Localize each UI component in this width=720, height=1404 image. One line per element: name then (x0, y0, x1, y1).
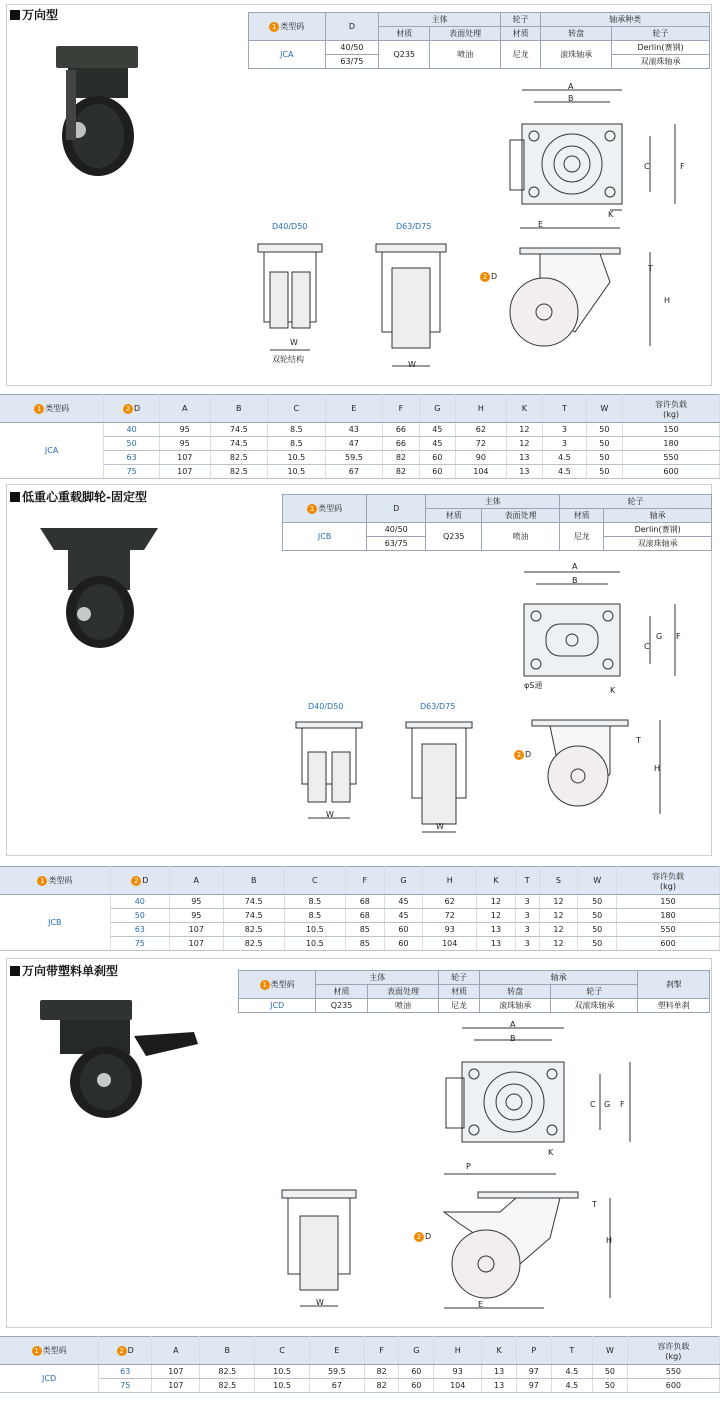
table-cell: 60 (384, 923, 423, 937)
table-cell: 60 (419, 465, 455, 479)
table-cell: 12 (506, 423, 542, 437)
table-cell: 82.5 (200, 1379, 255, 1393)
table-cell: 550 (627, 1365, 719, 1379)
type-code-cell: JCA (0, 423, 104, 479)
dim-col-header: 2 D (99, 1337, 152, 1365)
table-cell: 10.5 (284, 923, 345, 937)
side-view-drawing-2 (520, 714, 690, 824)
table-cell: 60 (384, 937, 423, 951)
dim-col-header: T (543, 395, 587, 423)
table-row (0, 437, 720, 451)
table-cell: 68 (345, 909, 384, 923)
table-cell: 40 (104, 423, 160, 437)
table-cell: 12 (506, 437, 542, 451)
table-cell: 550 (623, 451, 720, 465)
table-cell: 93 (434, 1365, 482, 1379)
table-cell: 63 (110, 923, 169, 937)
dim-col-header: A (152, 1337, 200, 1365)
table-cell: 82.5 (223, 937, 284, 951)
table-cell: 50 (586, 451, 622, 465)
table-cell: 12 (539, 923, 578, 937)
table-cell: 150 (623, 423, 720, 437)
front-view-single-2 (400, 718, 480, 838)
table-cell: 75 (110, 937, 169, 951)
table-cell: 107 (152, 1365, 200, 1379)
table-cell: 50 (593, 1365, 628, 1379)
table-cell: 10.5 (268, 465, 326, 479)
table-cell: 107 (159, 465, 210, 479)
table-cell: 82.5 (200, 1365, 255, 1379)
dim-col-header: 1 类型码 (0, 1337, 99, 1365)
table-cell: 93 (423, 923, 477, 937)
dim-col-header: H (456, 395, 507, 423)
dim-col-header: S (539, 867, 578, 895)
table-cell: 8.5 (268, 437, 326, 451)
side-view-drawing-1 (480, 222, 680, 362)
dim-col-header: K (506, 395, 542, 423)
table-cell: 75 (104, 465, 160, 479)
table-cell: 3 (515, 923, 539, 937)
table-cell: 4.5 (551, 1379, 592, 1393)
table-cell: 66 (383, 423, 419, 437)
table-cell: 95 (169, 895, 223, 909)
table-cell: 82 (364, 1379, 399, 1393)
dim-col-header: 2 D (110, 867, 169, 895)
dim-col-header: G (384, 867, 423, 895)
table-cell: 50 (586, 423, 622, 437)
table-cell: 47 (325, 437, 383, 451)
table-cell: 13 (506, 465, 542, 479)
table-cell: 150 (617, 895, 720, 909)
caster-photo-brake (34, 996, 204, 1126)
table-cell: 3 (515, 895, 539, 909)
dim-col-header: E (309, 1337, 364, 1365)
dim-col-header: H (434, 1337, 482, 1365)
dim-col-header: 容许负载 (kg) (617, 867, 720, 895)
table-row (0, 895, 720, 909)
top-view-drawing-1 (500, 80, 700, 220)
table-cell: 3 (515, 937, 539, 951)
dim-col-header: W (586, 395, 622, 423)
table-cell: 107 (169, 923, 223, 937)
dim-col-header: F (383, 395, 419, 423)
dim-col-header: K (482, 1337, 517, 1365)
table-cell: 50 (578, 923, 617, 937)
table-cell: 12 (477, 909, 516, 923)
table-cell: 82 (383, 465, 419, 479)
table-cell: 90 (456, 451, 507, 465)
table-cell: 13 (482, 1365, 517, 1379)
spec-table-2: 1 类型码 D 主体 轮子 材质 表面处理 材质 轴承 JCB 40/50 Q235 喷油 尼龙 Derlin(赛钢) 63/75 双滚珠轴承 (282, 494, 712, 551)
table-cell: 107 (169, 937, 223, 951)
table-cell: 104 (434, 1379, 482, 1393)
dim-col-header: W (593, 1337, 628, 1365)
table-cell: 107 (159, 451, 210, 465)
table-cell: 97 (516, 1379, 551, 1393)
table-row (0, 451, 720, 465)
top-view-drawing-3 (440, 1018, 660, 1168)
table-cell: 82.5 (223, 923, 284, 937)
dim-col-header: A (169, 867, 223, 895)
table-cell: 50 (578, 937, 617, 951)
table-cell: 180 (623, 437, 720, 451)
dim-col-header: A (159, 395, 210, 423)
table-cell: 4.5 (551, 1365, 592, 1379)
dim-col-header: 1 类型码 (0, 395, 104, 423)
table-cell: 72 (423, 909, 477, 923)
table-cell: 600 (617, 937, 720, 951)
type-code-cell: JCB (0, 895, 110, 951)
table-cell: 50 (586, 465, 622, 479)
dim-col-header: F (364, 1337, 399, 1365)
table-cell: 3 (543, 437, 587, 451)
caster-photo-fixed (34, 520, 164, 650)
dim-col-header: G (399, 1337, 434, 1365)
section-title-1: 万向型 (10, 6, 58, 23)
table-cell: 45 (384, 909, 423, 923)
table-cell: 97 (516, 1365, 551, 1379)
table-cell: 62 (456, 423, 507, 437)
table-cell: 107 (152, 1379, 200, 1393)
table-row (0, 465, 720, 479)
table-cell: 10.5 (284, 937, 345, 951)
section-title-2: 低重心重载脚轮-固定型 (10, 488, 147, 505)
table-cell: 63 (99, 1365, 152, 1379)
table-cell: 10.5 (255, 1379, 310, 1393)
table-cell: 66 (383, 437, 419, 451)
table-cell: 62 (423, 895, 477, 909)
table-cell: 82.5 (210, 465, 268, 479)
table-cell: 180 (617, 909, 720, 923)
table-cell: 95 (169, 909, 223, 923)
table-cell: 104 (423, 937, 477, 951)
table-cell: 67 (325, 465, 383, 479)
dim-col-header: B (200, 1337, 255, 1365)
table-cell: 82 (383, 451, 419, 465)
table-cell: 12 (539, 895, 578, 909)
table-cell: 3 (515, 909, 539, 923)
table-cell: 104 (456, 465, 507, 479)
table-cell: 82 (364, 1365, 399, 1379)
dim-col-header: C (284, 867, 345, 895)
front-view-drawing-3 (278, 1186, 362, 1312)
dim-col-header: G (419, 395, 455, 423)
table-cell: 50 (593, 1379, 628, 1393)
dim-col-header: C (255, 1337, 310, 1365)
dim-col-header: F (345, 867, 384, 895)
table-cell: 74.5 (223, 909, 284, 923)
table-cell: 12 (477, 895, 516, 909)
dim-col-header: P (516, 1337, 551, 1365)
table-cell: 45 (419, 437, 455, 451)
table-cell: 74.5 (210, 423, 268, 437)
table-cell: 8.5 (268, 423, 326, 437)
table-cell: 13 (477, 923, 516, 937)
dim-col-header: B (223, 867, 284, 895)
spec-table-1: 1 类型码 D 主体 轮子 轴承种类 材质 表面处理 材质 转盘 轮子 JCA 40/50 Q235 喷油 尼龙 滚珠轴承 Derlin(赛钢) 63/75 双滚珠轴承 (248, 12, 710, 69)
table-cell: 50 (104, 437, 160, 451)
table-cell: 95 (159, 423, 210, 437)
dim-col-header: T (515, 867, 539, 895)
table-cell: 10.5 (268, 451, 326, 465)
table-cell: 13 (482, 1379, 517, 1393)
table-cell: 63 (104, 451, 160, 465)
dim-col-header: H (423, 867, 477, 895)
table-cell: 10.5 (255, 1365, 310, 1379)
table-cell: 60 (419, 451, 455, 465)
table-cell: 85 (345, 937, 384, 951)
table-cell: 40 (110, 895, 169, 909)
table-cell: 43 (325, 423, 383, 437)
table-cell: 59.5 (309, 1365, 364, 1379)
table-cell: 13 (477, 937, 516, 951)
table-cell: 68 (345, 895, 384, 909)
dim-col-header: K (477, 867, 516, 895)
spec-table-3: 1 类型码 主体 轮子 轴承 刹掣 材质 表面处理 材质 转盘 轮子 JCD Q235 喷油 尼龙 滚珠轴承 双滚珠轴承 塑料单刹 (238, 970, 710, 1013)
table-cell: 12 (539, 937, 578, 951)
dimension-table-2 (0, 866, 720, 951)
table-cell: 8.5 (284, 895, 345, 909)
section-title-3: 万向带塑料单刹型 (10, 962, 118, 979)
table-cell: 50 (578, 909, 617, 923)
table-cell: 600 (627, 1379, 719, 1393)
caster-photo-swivel (38, 40, 158, 180)
table-cell: 50 (110, 909, 169, 923)
table-cell: 82.5 (210, 451, 268, 465)
table-cell: 60 (399, 1365, 434, 1379)
table-cell: 13 (506, 451, 542, 465)
table-cell: 45 (419, 423, 455, 437)
table-cell: 75 (99, 1379, 152, 1393)
table-cell: 8.5 (284, 909, 345, 923)
dim-col-header: W (578, 867, 617, 895)
table-cell: 50 (586, 437, 622, 451)
dim-col-header: 2 D (104, 395, 160, 423)
dim-col-header: 容许负载 (kg) (627, 1337, 719, 1365)
table-cell: 50 (578, 895, 617, 909)
table-cell: 72 (456, 437, 507, 451)
table-cell: 3 (543, 423, 587, 437)
type-code-cell: JCD (0, 1365, 99, 1393)
table-cell: 4.5 (543, 451, 587, 465)
table-cell: 85 (345, 923, 384, 937)
dim-col-header: C (268, 395, 326, 423)
dim-col-header: 容许负载 (kg) (623, 395, 720, 423)
table-cell: 600 (623, 465, 720, 479)
dimension-table-3 (0, 1336, 720, 1393)
table-cell: 4.5 (543, 465, 587, 479)
table-cell: 59.5 (325, 451, 383, 465)
dim-col-header: 1 类型码 (0, 867, 110, 895)
side-view-drawing-3 (420, 1168, 620, 1318)
table-row (0, 1365, 720, 1379)
table-cell: 74.5 (210, 437, 268, 451)
table-cell: 74.5 (223, 895, 284, 909)
table-cell: 95 (159, 437, 210, 451)
top-view-drawing-2 (510, 560, 700, 700)
dimension-table-1 (0, 394, 720, 479)
table-cell: 67 (309, 1379, 364, 1393)
table-cell: 550 (617, 923, 720, 937)
front-view-single-1 (370, 238, 460, 378)
table-cell: 12 (539, 909, 578, 923)
table-row (0, 423, 720, 437)
table-cell: 60 (399, 1379, 434, 1393)
table-cell: 45 (384, 895, 423, 909)
dim-col-header: T (551, 1337, 592, 1365)
dim-col-header: B (210, 395, 268, 423)
dim-col-header: E (325, 395, 383, 423)
table-row (0, 1379, 720, 1393)
